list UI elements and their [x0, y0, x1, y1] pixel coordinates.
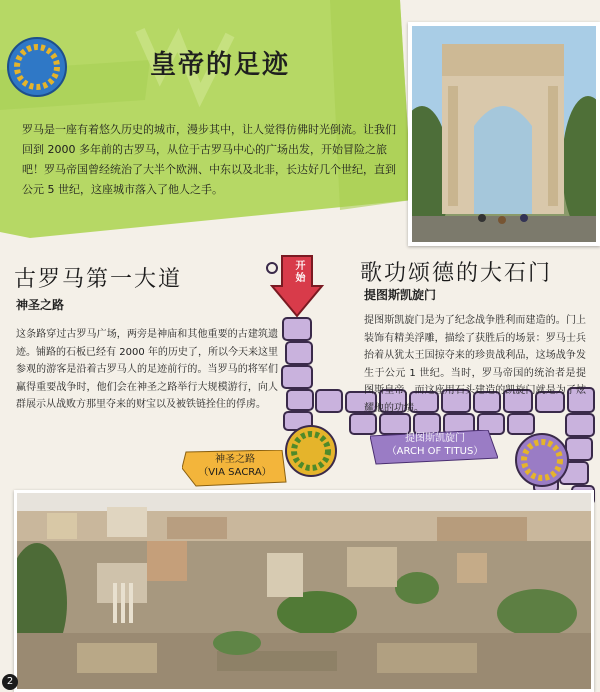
arch-heading: 歌功颂德的大石门: [360, 261, 553, 286]
via-sacra-subheading: 神圣之路: [16, 298, 65, 312]
intro-paragraph: 罗马是一座有着悠久历史的城市，漫步其中，让人觉得仿佛时光倒流。让我们回到 2000 多年前的古罗马，从位于古罗马中心的广场出发，开始冒险之旅吧！罗马帝国曾经统治了大半个欧洲、中东以及北非，长达好几个世纪，直到公元 5 世纪，这座城市落入了他人之手。: [22, 123, 396, 196]
via-sacra-heading: 古罗马第一大道: [14, 267, 183, 292]
start-label: 开始: [293, 260, 304, 284]
via-sacra-body: 这条路穿过古罗马广场，两旁是神庙和其他重要的古建筑遗迹。铺路的石板已经有 2000 年的历史了，所以今天来这里参观的游客是沿着古罗马人的足迹前行的。当罗马的将军们赢得重要战争时，他们会在神圣之路举行大规模游行，向人群展示从战败方那里夺来的财宝以及被铁链拴住的俘虏。: [16, 329, 278, 410]
arch-tag-en: （ARCH OF TITUS）: [386, 446, 484, 457]
arch-body: 提图斯凯旋门是为了纪念战争胜利而建造的。门上装饰有精美浮雕，描绘了获胜后的场景：罗马士兵抬着从犹太王国掠夺来的珍贵战利品，这场战争发生于公元 1 世纪。当时，罗马帝国的统治者是提图斯皇帝，而这座用石头建造的凯旋门就是为了炫耀他的功绩。: [364, 315, 586, 414]
via-sacra-tag-en: （VIA SACRA）: [198, 467, 272, 478]
arch-subheading: 提图斯凯旋门: [364, 288, 437, 302]
page-title: 皇帝的足迹: [150, 50, 291, 80]
arch-tag-cn: 提图斯凯旋门: [405, 433, 465, 444]
roman-forum-panorama-photo: [14, 490, 594, 692]
page-number: 2: [2, 674, 18, 690]
laurel-wreath-icon: [284, 424, 338, 482]
via-sacra-tag-cn: 神圣之路: [215, 454, 255, 465]
laurel-wreath-icon: [514, 432, 570, 492]
